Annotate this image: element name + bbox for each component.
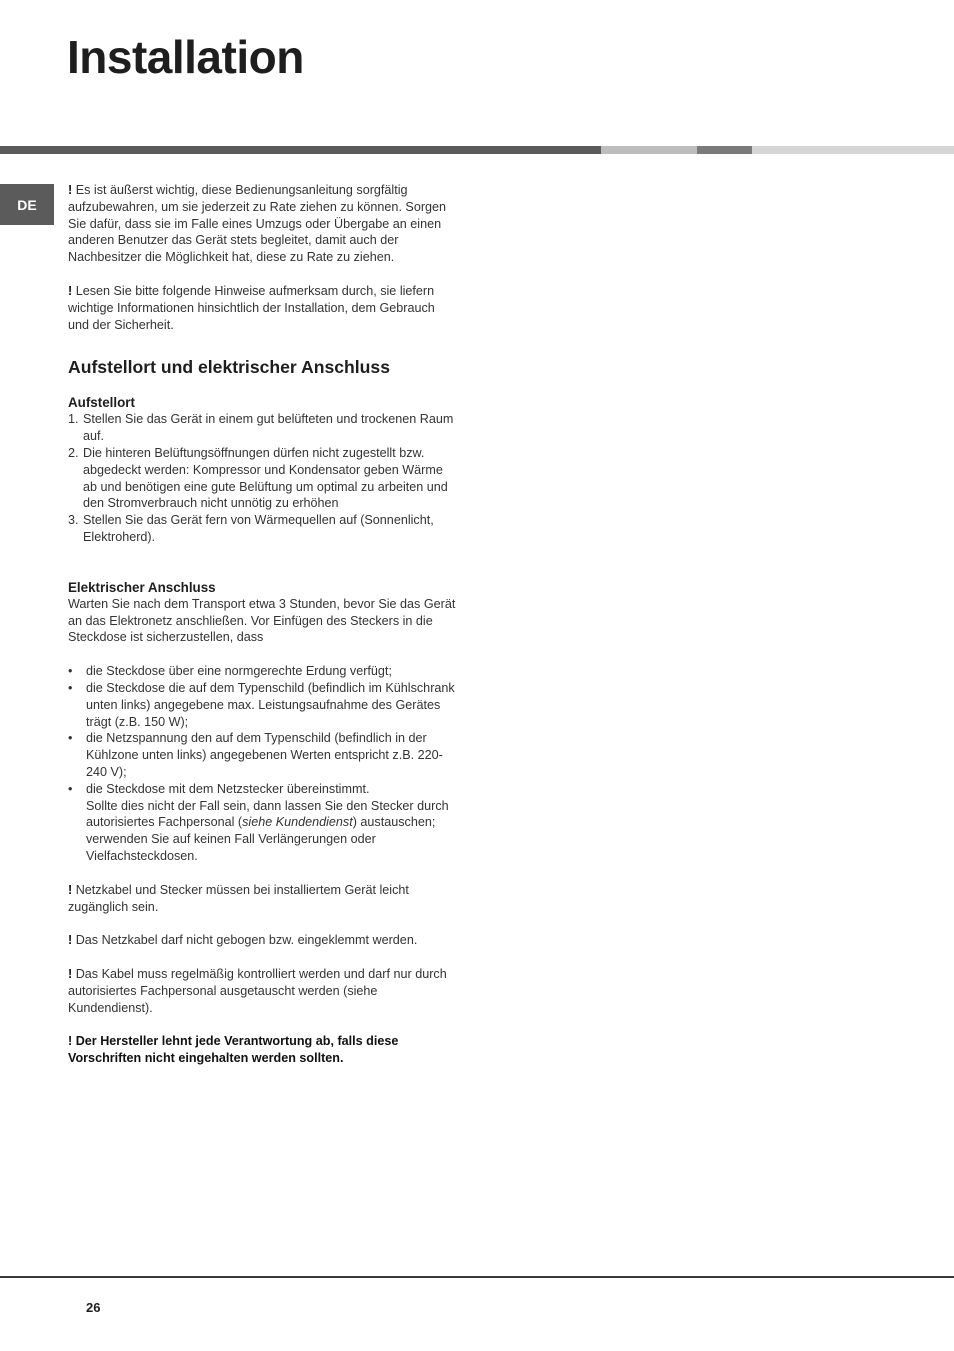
header-bar-dark-short [697, 146, 752, 154]
list-item: 2. Die hinteren Belüftungsöffnungen dürfen nicht zugestellt bzw. abgedeckt werden: Kompressor und Kondensator geben Wärme ab und benötigen eine gute Belüftung um optimal zu arbeiten und den Stromverbrauch nicht unnötig zu erhöhen [68, 445, 448, 511]
section-heading: Aufstellort und elektrischer Anschluss [68, 357, 390, 378]
aufstellort-list [68, 411, 458, 545]
bullet-icon: • [68, 680, 73, 695]
list-item: 1. Stellen Sie das Gerät in einem gut belüfteten und trockenen Raum auf. [68, 412, 454, 444]
exclamation-icon: ! [68, 1034, 73, 1049]
anschluss-intro: Warten Sie nach dem Transport etwa 3 Stunden, bevor Sie das Gerät an das Elektronetz anschließen. Vor Einfügen des Steckers in die Steckdose ist sicherzustellen, dass [68, 596, 456, 645]
subheading-aufstellort: Aufstellort [68, 395, 135, 411]
content-column [68, 182, 458, 1067]
exclamation-icon: ! [68, 882, 73, 897]
note-cable-bend: ! Das Netzkabel darf nicht gebogen bzw. eingeklemmt werden. [68, 933, 418, 948]
header-bar-dark [0, 146, 601, 154]
bullet-icon: • [68, 731, 73, 746]
intro-note-storage: ! Es ist äußerst wichtig, diese Bedienungsanleitung sorgfältig aufzubewahren, um sie jederzeit zu Rate ziehen zu können. Sorgen Sie dafür, dass sie im Falle eines Umzugs oder Übergabe an einen anderen Benutzer das Gerät stets begleitet, damit auch der Nachbesitzer die Möglichkeit hat, diese zu Rate zu ziehen. [68, 183, 447, 265]
list-item: • die Netzspannung den auf dem Typenschild (befindlich in der Kühlzone unten links) angegebenen Werten entspricht z.B. 220-240 V); [68, 731, 443, 779]
footer-divider [0, 1276, 954, 1278]
list-item: • die Steckdose mit dem Netzstecker übereinstimmt. Sollte dies nicht der Fall sein, dann lassen Sie den Stecker durch autorisiertes Fachpersonal (siehe Kundendienst) austauschen; verwenden Sie auf keinen Fall Verlängerungen oder Vielfachsteckdosen. [68, 781, 449, 863]
language-tab: DE [0, 184, 54, 225]
bullet-icon: • [68, 781, 73, 796]
note-liability: ! Der Hersteller lehnt jede Verantwortung ab, falls diese Vorschriften nicht eingehalten werden sollten. [68, 1034, 399, 1066]
exclamation-icon: ! [68, 933, 73, 948]
exclamation-icon: ! [68, 283, 73, 298]
subheading-anschluss: Elektrischer Anschluss [68, 579, 216, 595]
exclamation-icon: ! [68, 183, 73, 197]
reference-link-text: siehe Kundendienst [242, 815, 353, 830]
bullet-icon: • [68, 664, 73, 679]
list-item: • die Steckdose über eine normgerechte Erdung verfügt; [68, 664, 392, 679]
list-item: 3. Stellen Sie das Gerät fern von Wärmequellen auf (Sonnenlicht, Elektroherd). [68, 513, 434, 544]
header-bar-light-end [752, 146, 954, 154]
note-cable-access: ! Netzkabel und Stecker müssen bei installiertem Gerät leicht zugänglich sein. [68, 882, 409, 914]
page-number: 26 [86, 1300, 101, 1315]
page-title: Installation [67, 31, 304, 83]
note-cable-check: ! Das Kabel muss regelmäßig kontrolliert werden und darf nur durch autorisiertes Fachpersonal ausgetauscht werden (siehe Kundendienst). [68, 967, 447, 1015]
list-item: • die Steckdose die auf dem Typenschild (befindlich im Kühlschrank unten links) angegebene max. Leistungsaufnahme des Gerätes trägt (z.B. 150 W); [68, 680, 455, 729]
anschluss-list [68, 663, 458, 865]
header-bar-light [601, 146, 697, 154]
exclamation-icon: ! [68, 967, 73, 982]
intro-note-read: ! Lesen Sie bitte folgende Hinweise aufmerksam durch, sie liefern wichtige Informationen hinsichtlich der Installation, dem Gebrauch und der Sicherheit. [68, 283, 435, 332]
